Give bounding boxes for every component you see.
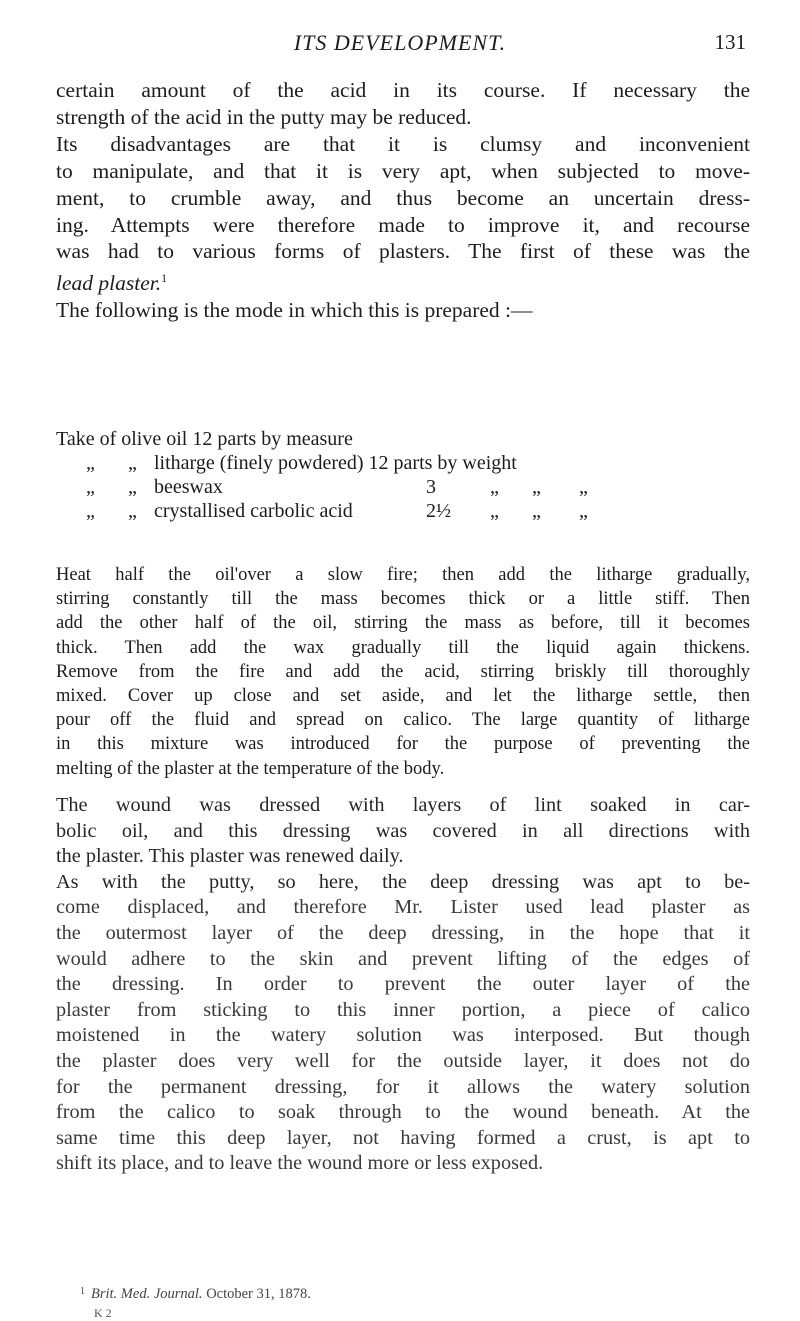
page-number: 131	[714, 30, 746, 54]
footnote	[80, 1286, 311, 1303]
ditto-mark: „	[579, 476, 588, 498]
text-line: come displaced, and therefore Mr. Lister used lead plaster as	[56, 896, 750, 919]
text-line: in this mixture was introduced for the purpose of preventing the	[56, 734, 750, 755]
ditto-mark: „	[86, 476, 95, 498]
text-line: Remove from the fire and add the acid, stirring briskly till thoroughly	[56, 661, 750, 682]
footnote-marker: 1	[80, 1286, 85, 1297]
text-line: pour off the fluid and spread on calico. The large quantity of litharge	[56, 710, 750, 731]
text-line: from the calico to soak through to the wound beneath. At the	[56, 1101, 750, 1124]
body-text-bottom	[56, 793, 750, 1177]
recipe-quantity: 3	[426, 476, 436, 498]
text-line: the dressing. In order to prevent the outer layer of the	[56, 973, 750, 996]
ditto-mark: „	[579, 500, 588, 522]
body-text-top	[56, 77, 750, 324]
text-line: The wound was dressed with layers of lint soaked in car-	[56, 794, 750, 816]
ditto-mark: „	[128, 452, 137, 474]
recipe-ingredient: beeswax	[154, 476, 223, 498]
text-line: the plaster does very well for the outside layer, it does not do	[56, 1049, 750, 1072]
text-line: was had to various forms of plasters. The first of these was the	[56, 239, 750, 264]
text-line: stirring constantly till the mass becomes thick or a little stiff. Then	[56, 589, 750, 610]
ditto-mark: „	[490, 500, 499, 522]
ditto-mark: „	[532, 500, 541, 522]
ditto-mark: „	[532, 476, 541, 498]
text-line: ment, to crumble away, and thus become an uncertain dress-	[56, 185, 750, 210]
text-line: ing. Attempts were therefore made to improve it, and recourse	[56, 212, 750, 237]
text-line: plaster from sticking to this inner portion, a piece of calico	[56, 998, 750, 1021]
text-line: strength of the acid in the putty may be reduced.	[56, 104, 472, 129]
signature-mark: K 2	[94, 1306, 112, 1320]
text-line: mixed. Cover up close and set aside, and let the litharge settle, then	[56, 686, 750, 707]
text-line: would adhere to the skin and prevent lifting of the edges of	[56, 947, 750, 970]
running-title: ITS DEVELOPMENT.	[293, 30, 507, 55]
method-paragraph	[56, 563, 750, 781]
recipe-text: Take of olive oil 12 parts by measure	[56, 428, 353, 450]
text-line: As with the putty, so here, the deep dressing was apt to be-	[56, 870, 750, 893]
footnote-source: Brit. Med. Journal.	[91, 1286, 203, 1302]
text-line: to manipulate, and that it is very apt, when subjected to move-	[56, 158, 750, 183]
lead-plaster-term: lead plaster.	[56, 271, 162, 296]
text-line: Heat half the oil'over a slow fire; then add the litharge gradually,	[56, 565, 750, 585]
text-line: for the permanent dressing, for it allows the watery solution	[56, 1075, 750, 1098]
text-line: moistened in the watery solution was interposed. But though	[56, 1024, 750, 1047]
recipe-quantity: 2½	[426, 500, 451, 522]
footnote-date: October 31, 1878.	[206, 1286, 311, 1302]
text-line: bolic oil, and this dressing was covered in all directions with	[56, 819, 750, 842]
text-line: the plaster. This plaster was renewed daily.	[56, 845, 404, 868]
text-line: melting of the plaster at the temperature of the body.	[56, 758, 445, 779]
ditto-mark: „	[86, 500, 95, 522]
recipe-ingredient: crystallised carbolic acid	[154, 500, 353, 522]
ditto-mark: „	[128, 500, 137, 522]
ditto-mark: „	[490, 476, 499, 498]
text-line: the outermost layer of the deep dressing, in the hope that it	[56, 921, 750, 944]
text-line: Its disadvantages are that it is clumsy and inconvenient	[56, 131, 750, 156]
text-line: certain amount of the acid in its course. If necessary the	[56, 78, 750, 102]
text-line: shift its place, and to leave the wound more or less exposed.	[56, 1152, 544, 1175]
footnote-reference: 1	[161, 271, 168, 286]
text-line: same time this deep layer, not having formed a crust, is apt to	[56, 1126, 750, 1149]
ditto-mark: „	[128, 476, 137, 498]
text-line-lead-plaster	[56, 265, 750, 297]
running-head	[0, 30, 800, 60]
text-line: The following is the mode in which this is prepared :—	[56, 298, 533, 323]
text-line: thick. Then add the wax gradually till the liquid again thickens.	[56, 637, 750, 658]
ditto-mark: „	[86, 452, 95, 474]
text-line: add the other half of the oil, stirring the mass as before, till it becomes	[56, 613, 750, 634]
recipe-ingredient: litharge (finely powdered) 12 parts by weight	[154, 452, 517, 474]
